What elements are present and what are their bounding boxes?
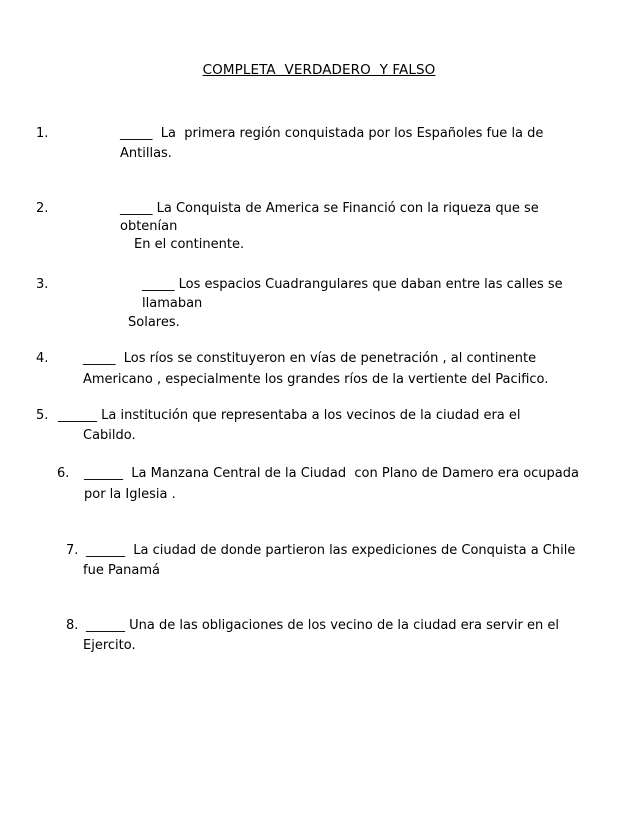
item-6-line-1: ______ La Manzana Central de la Ciudad con Plano de Damero era ocupada xyxy=(84,466,579,481)
item-4-line-1: _____ Los ríos se constituyeron en vías de penetración , al continente xyxy=(83,351,537,366)
item-7-number: 7. xyxy=(66,543,79,558)
item-2-line-2: obtenían xyxy=(120,219,178,234)
item-8-number: 8. xyxy=(66,618,79,633)
item-1-line-1: _____ La primera región conquistada por los Españoles fue la de xyxy=(120,126,544,141)
item-7-line-2: fue Panamá xyxy=(83,563,161,578)
item-2-line-3: En el continente. xyxy=(134,237,245,252)
item-3-line-3: Solares. xyxy=(128,315,180,330)
item-5-line-1: ______ La institución que representaba a los vecinos de la ciudad era el xyxy=(58,408,521,423)
item-7-line-1: ______ La ciudad de donde partieron las expediciones de Conquista a Chile xyxy=(86,543,576,558)
item-1-number: 1. xyxy=(36,126,49,141)
page-title: COMPLETA VERDADERO Y FALSO xyxy=(202,62,436,78)
item-3-line-2: llamaban xyxy=(142,296,203,311)
item-2-number: 2. xyxy=(36,201,49,216)
item-5-line-2: Cabildo. xyxy=(83,428,136,443)
item-1-line-2: Antillas. xyxy=(120,146,172,161)
item-6-line-2: por la Iglesia . xyxy=(84,487,176,502)
item-2-line-1: _____ La Conquista de America se Financió con la riqueza que se xyxy=(120,201,539,216)
item-3-line-1: _____ Los espacios Cuadrangulares que daban entre las calles se xyxy=(142,277,563,292)
item-4-line-2: Americano , especialmente los grandes ríos de la vertiente del Pacifico. xyxy=(83,372,549,387)
item-8-line-1: ______ Una de las obligaciones de los vecino de la ciudad era servir en el xyxy=(86,618,559,633)
item-5-number: 5. xyxy=(36,408,49,423)
item-6-number: 6. xyxy=(57,466,70,481)
item-3-number: 3. xyxy=(36,277,49,292)
item-8-line-2: Ejercito. xyxy=(83,638,136,653)
item-4-number: 4. xyxy=(36,351,49,366)
